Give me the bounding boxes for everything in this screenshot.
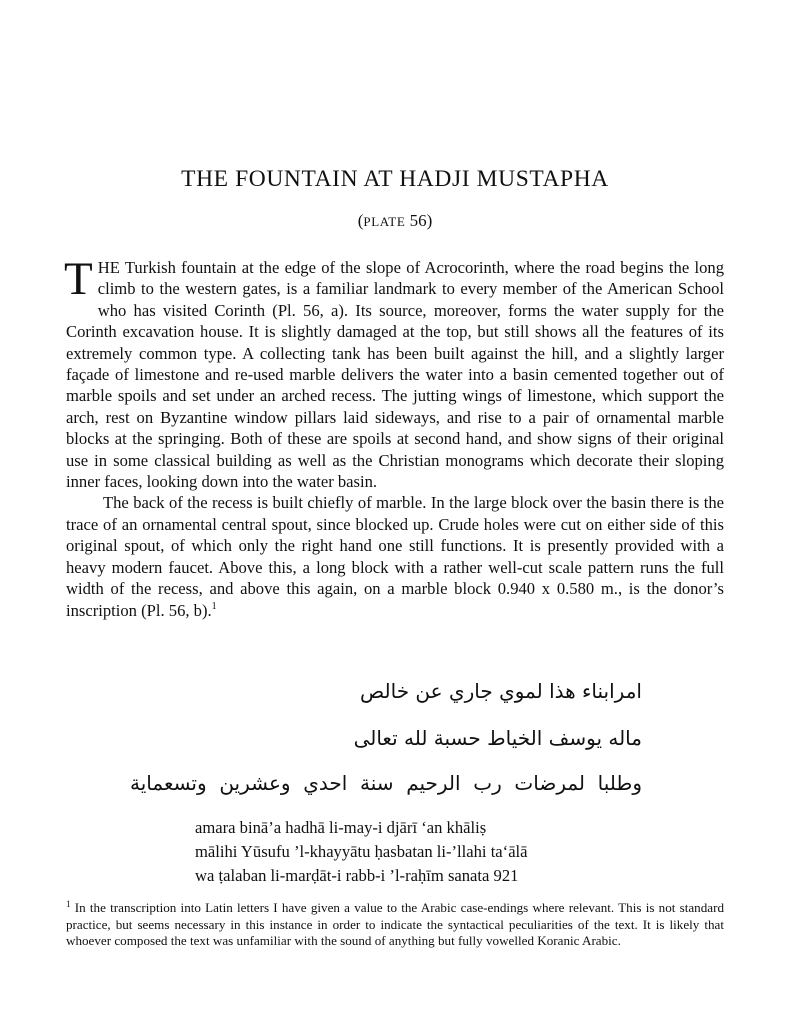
transliteration-line-2: mālihi Yūsufu ’l-khayyātu ḥasbatan li-’llahi ta‘ālā [195, 842, 528, 861]
plate-reference [0, 211, 790, 231]
arabic-inscription-line-3: وطلبا لمرضات رب الرحيم سنة احدي وعشرين وتسعماية [130, 771, 642, 795]
arabic-inscription-line-2: ماله يوسف الخياط حسبة لله تعالى [353, 726, 642, 750]
footnote-mark: 1 [66, 899, 71, 909]
footnote-text: In the transcription into Latin letters I have given a value to the Arabic case-endings where relevant. This is not standard practice, but seems necessary in this instance in order to indicate the syntactical peculiarities of the text. It is likely that whoever composed the text was unfamiliar with the sound of anything but fully vowelled Koranic Arabic. [66, 900, 724, 949]
transliteration-line-1: amara binā’a hadhā li-may-i djārī ‘an khāliṣ [195, 818, 487, 837]
transliteration-line-3: wa ṭalaban li-marḍāt-i rabb-i ’l-raḥīm sanata 921 [195, 866, 519, 885]
plate-number: 56) [409, 211, 433, 230]
paragraph-1-text: HE Turkish fountain at the edge of the slope of Acrocorinth, where the road begins the long climb to the western gates, is a familiar landmark to every member of the American School who has visited Corinth (Pl. 56, a). Its source, moreover, forms the water supply for the Corinth excavation house. It is slightly damaged at the top, but still shows all the features of its extremely common type. A collecting tank has been built against the hill, and a slightly larger façade of limestone and re-used marble delivers the water into a basin cemented together out of marble spoils and set under an arched recess. The jutting wings of limestone, which support the arch, rest on Byzantine window pillars laid sideways, and rise to a pair of ornamental marble blocks at the springing. Both of these are spoils at second hand, and show signs of their original use in some classical building as well as the Christian monograms which decorate their sloping inner faces, looking down into the water basin. [66, 258, 724, 492]
article-title: THE FOUNTAIN AT HADJI MUSTAPHA [181, 166, 609, 192]
footnote-reference: 1 [211, 600, 217, 612]
paragraph-2 [66, 492, 724, 620]
paragraph-2-text: The back of the recess is built chiefly of marble. In the large block over the basin there is the trace of an ornamental central spout, since blocked up. Crude holes were cut on either side of this original spout, of which only the right hand one still functions. It is presently provided with a heavy modern faucet. Above this, a long block with a rather well-cut scale pattern runs the full width of the recess, and above this again, on a marble block 0.940 x 0.580 m., is the donor’s inscription (Pl. 56, b). [66, 493, 724, 620]
arabic-inscription-line-1: امرابناء هذا لموي جاري عن خالص [360, 679, 642, 703]
paragraph-1 [64, 253, 724, 492]
plate-label: PLATE [363, 214, 406, 229]
footnote [66, 900, 724, 950]
plate-open-paren: ( [357, 211, 364, 230]
body-text [64, 253, 724, 621]
drop-cap: T [64, 253, 93, 305]
